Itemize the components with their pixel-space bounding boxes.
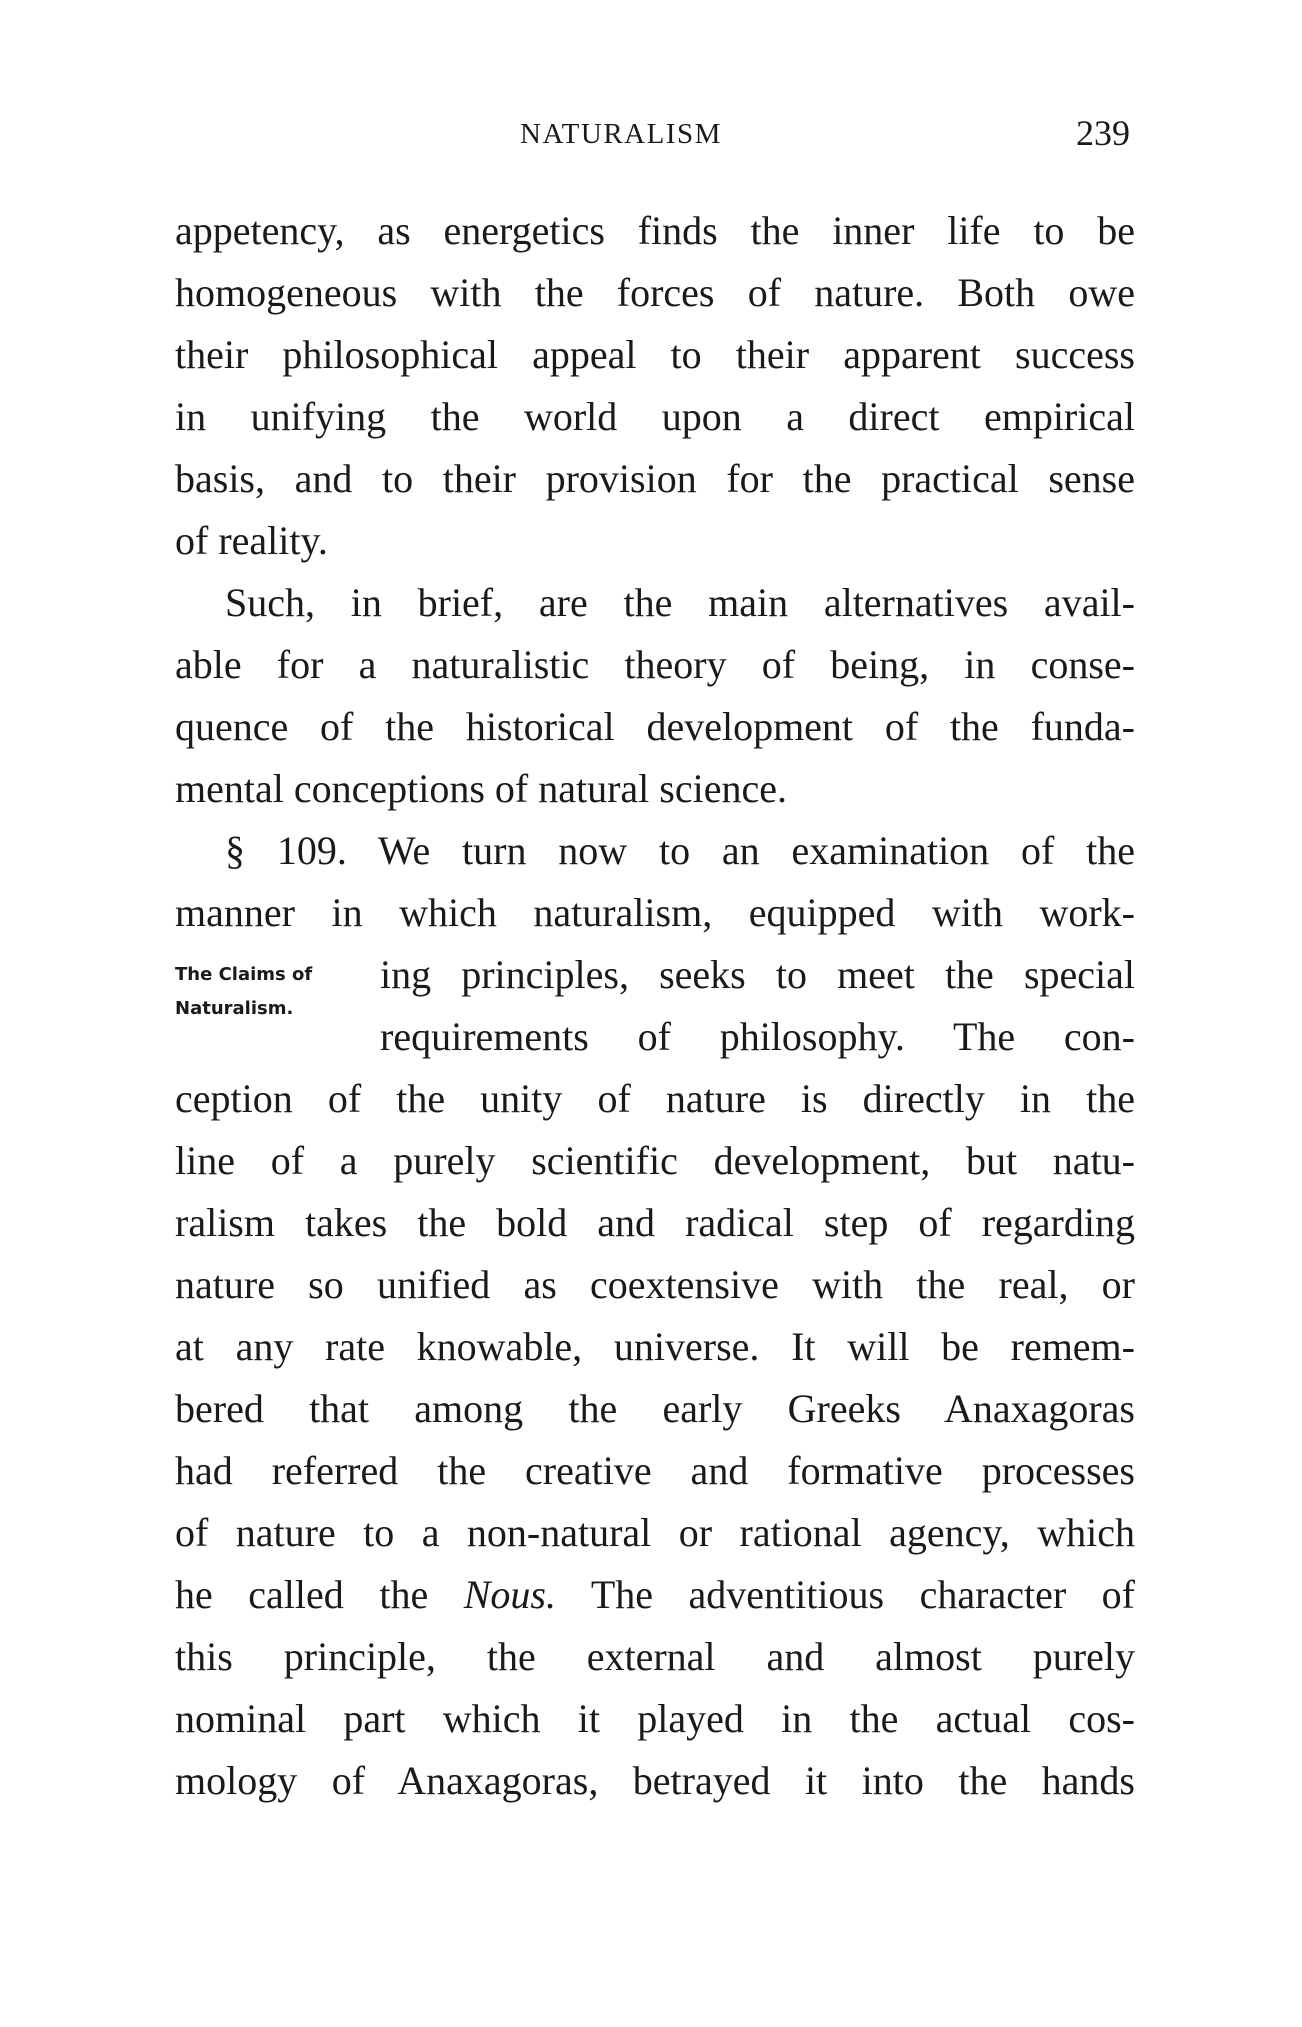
text-line: nature so unified as coextensive with the real, or xyxy=(175,1262,1135,1307)
text-line: ing principles, seeks to meet the special xyxy=(380,952,1135,997)
marginal-block xyxy=(175,944,1135,1068)
text-line: this principle, the external and almost purely xyxy=(175,1634,1135,1679)
text-line: in unifying the world upon a direct empirical xyxy=(175,394,1135,439)
paragraph-2 xyxy=(175,572,1135,820)
text-line: bered that among the early Greeks Anaxagoras xyxy=(175,1386,1135,1431)
paragraph-3 xyxy=(175,820,1135,1812)
text-line-with-italic xyxy=(175,1564,1135,1626)
text-line: of reality. xyxy=(175,518,328,563)
marginal-note-line: The Claims of xyxy=(175,964,313,985)
text-span: he called the xyxy=(175,1572,464,1617)
marginal-note-line: Naturalism. xyxy=(175,998,294,1019)
text-line: had referred the creative and formative processes xyxy=(175,1448,1135,1493)
text-line: at any rate knowable, universe. It will be remem- xyxy=(175,1324,1135,1369)
text-line: basis, and to their provision for the practical sense xyxy=(175,456,1135,501)
text-line: manner in which naturalism, equipped with work- xyxy=(175,890,1135,935)
running-title: NATURALISM xyxy=(520,118,722,150)
text-line: homogeneous with the forces of nature. Both owe xyxy=(175,270,1135,315)
page-number: 239 xyxy=(1076,113,1130,153)
text-line: mental conceptions of natural science. xyxy=(175,766,787,811)
text-line: quence of the historical development of the funda- xyxy=(175,704,1135,749)
running-head xyxy=(175,112,1130,162)
text-line: mology of Anaxagoras, betrayed it into the hands xyxy=(175,1758,1135,1803)
text-line: able for a naturalistic theory of being, in conse- xyxy=(175,642,1135,687)
text-line: requirements of philosophy. The con- xyxy=(380,1014,1135,1059)
italic-term: Nous. xyxy=(463,1572,556,1617)
text-line: line of a purely scientific development, but natu- xyxy=(175,1138,1135,1183)
body-text xyxy=(175,200,1135,1812)
text-line: Such, in brief, are the main alternatives avail- xyxy=(225,580,1135,625)
text-line: ception of the unity of nature is directly in the xyxy=(175,1076,1135,1121)
text-line: of nature to a non-natural or rational agency, which xyxy=(175,1510,1135,1555)
text-line: nominal part which it played in the actual cos- xyxy=(175,1696,1135,1741)
text-line: ralism takes the bold and radical step of regarding xyxy=(175,1200,1135,1245)
text-line: § 109. We turn now to an examination of the xyxy=(225,828,1135,873)
marginal-note xyxy=(175,958,375,1026)
paragraph-1 xyxy=(175,200,1135,572)
text-line: their philosophical appeal to their apparent success xyxy=(175,332,1135,377)
text-span: The adventitious character of xyxy=(556,1572,1136,1617)
text-line: appetency, as energetics finds the inner life to be xyxy=(175,208,1135,253)
